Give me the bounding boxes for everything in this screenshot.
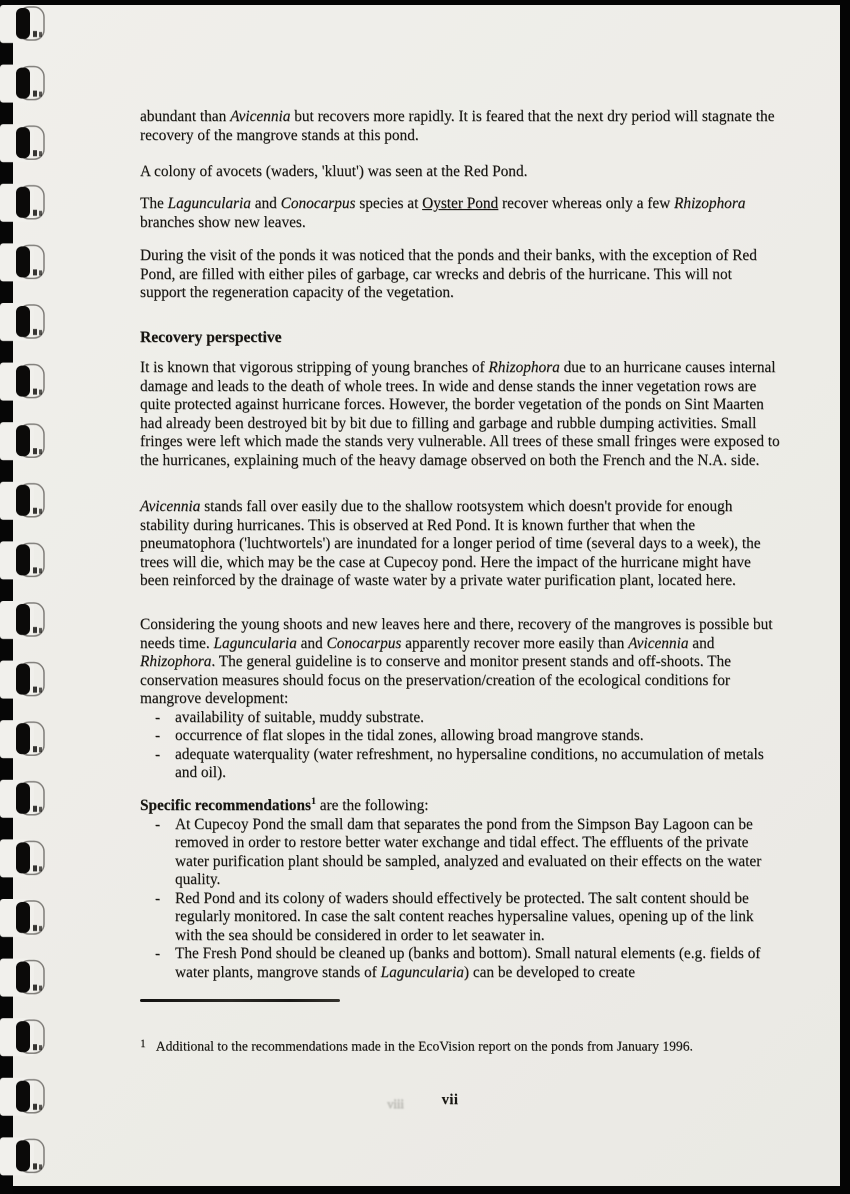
recommendations-list (140, 816, 780, 983)
paragraph-garbage: During the visit of the ponds it was noticed that the ponds and their banks, with the exception of Red Pond, are filled with either piles of garbage, car wrecks and debris of the hurricane. This will not support the regeneration capacity of the vegetation. (140, 247, 757, 301)
recommendations-intro: Specific recommendations$^1$ are the following: (140, 795, 429, 814)
footnote (140, 1036, 800, 1055)
ecological-conditions-list (140, 709, 780, 783)
list-item (140, 945, 780, 982)
paragraph-abundant: abundant than Avicennia but recovers more rapidly. It is feared that the next dry period will stagnate the recovery of the mangrove stands at this pond. (140, 108, 775, 144)
list-item-text: The Fresh Pond should be cleaned up (banks and bottom). Small natural elements (e.g. fields of water plants, mangrove stands of Laguncularia) can be developed to create (175, 945, 761, 981)
bullet-dash: - (155, 745, 161, 763)
section-heading-recovery-perspective: Recovery perspective (140, 329, 282, 346)
footnote-marker: 1 (140, 1038, 146, 1050)
bullet-dash: - (155, 945, 161, 962)
list-item-text: At Cupecoy Pond the small dam that separates the pond from the Simpson Bay Lagoon can be removed in order to restore better water exchange and tidal effect. The effluents of the private water purification plant should be sampled, analyzed and evaluated on their effects on the water quality. (175, 815, 762, 888)
list-item-text: occurrence of flat slopes in the tidal zones, allowing broad mangrove stands. (175, 727, 644, 744)
list-item (140, 727, 780, 746)
list-item (140, 890, 780, 946)
specific-recommendations-section (140, 797, 780, 982)
paragraph-considering-with-conditions (140, 616, 780, 783)
list-item (140, 816, 780, 890)
list-item-text: adequate waterquality (water refreshment, no hypersaline conditions, no accumulation of metals and oil). (175, 745, 764, 781)
bullet-dash: - (155, 889, 161, 907)
ghost-page-number: viii (387, 1097, 404, 1111)
paragraph-considering: Considering the young shoots and new leaves here and there, recovery of the mangroves is possible but needs time. Laguncularia and Conocarpus apparently recover more easily than Avicennia and Rhizophora. The general guideline is to conserve and monitor present stands and off-shoots. The conservation measures should focus on the preservation/creation of the ecological conditions for mangrove development: (140, 616, 773, 707)
bullet-dash: - (155, 815, 161, 833)
paragraph-oyster-pond: The Laguncularia and Conocarpus species at Oyster Pond recover whereas only a few Rhizophora branches show new leaves. (140, 195, 746, 231)
list-item-text: Red Pond and its colony of waders should effectively be protected. The salt content should be regularly monitored. In case the salt content reaches hypersaline values, opening up of the link with the sea should be considered in order to let seawater in. (175, 889, 754, 944)
footnote-text: Additional to the recommendations made in the EcoVision report on the ponds from January 1996. (155, 1038, 693, 1054)
bullet-dash: - (155, 708, 161, 726)
paragraph-avicennia-stands: Avicennia stands fall over easily due to the shallow rootsystem which doesn't provide for enough stability during hurricanes. This is observed at Red Pond. It is known further that when the pneumatophora ('luchtwortels') are inundated for a longer period of time (several days to a week), the trees will die, which may be the case at Cupecoy pond. Here the impact of the hurricane might have been reinforced by the drainage of waste water by a private water purification plant, located here. (140, 498, 761, 589)
paragraph-stripping: It is known that vigorous stripping of young branches of Rhizophora due to an hurricane causes internal damage and leads to the death of whole trees. In wide and dense stands the inner vegetation rows are quite protected against hurricane forces. However, the border vegetation of the ponds on Sint Maarten had already been destroyed bit by bit due to filling and garbage and rubble dumping activities. Small fringes were left which made the stands very vulnerable. All trees of these small fringes were exposed to the hurricanes, explaining much of the heavy damage observed on both the French and the N.A. side. (140, 359, 780, 469)
list-item (140, 709, 780, 728)
page-number: vii (441, 1092, 459, 1108)
list-item-text: availability of suitable, muddy substrate. (175, 708, 424, 726)
footnote-separator-rule (140, 999, 340, 1002)
bullet-dash: - (155, 727, 161, 744)
paragraph-avocets: A colony of avocets (waders, 'kluut') was seen at the Red Pond. (140, 163, 528, 180)
list-item (140, 746, 780, 783)
